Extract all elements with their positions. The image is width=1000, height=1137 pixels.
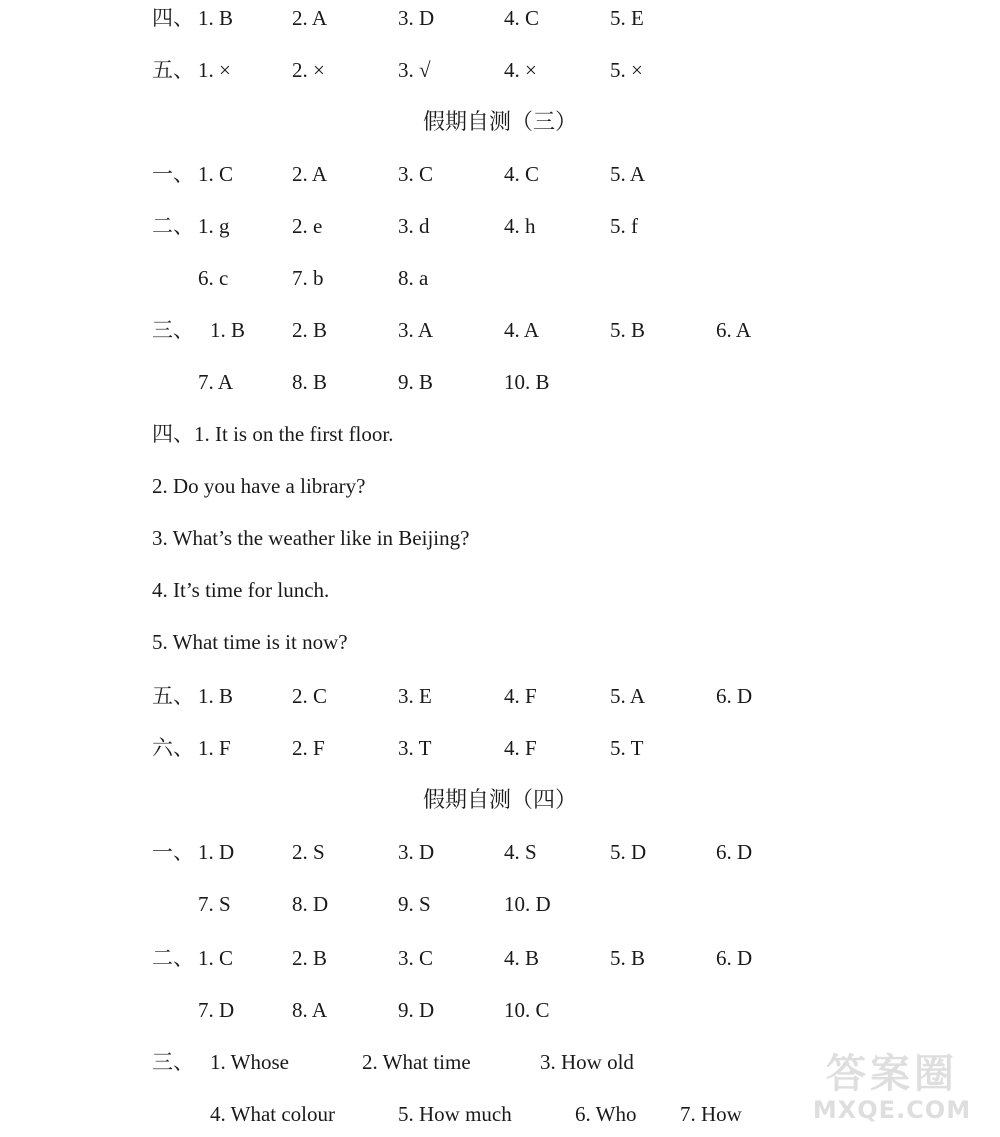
answer-row [0, 466, 1000, 506]
watermark-brand: 答案圈 [826, 1051, 958, 1097]
answer-row [0, 102, 1000, 142]
answer-sentence: 四、1. It is on the first floor. [152, 422, 394, 446]
answer-item: 2. S [292, 840, 325, 864]
answer-item: 5. D [610, 840, 647, 864]
answer-item: 4. S [504, 840, 537, 864]
answer-row [0, 780, 1000, 820]
answer-item: 5. E [610, 6, 644, 30]
answer-item: 2. A [292, 6, 328, 30]
answer-item: 2. A [292, 162, 328, 186]
answer-row [0, 154, 1000, 194]
answer-row [0, 938, 1000, 978]
answer-item: 4. What colour [210, 1102, 335, 1126]
answer-item: 8. B [292, 370, 328, 394]
answer-item: 1. g [198, 214, 230, 238]
answer-item: 5. × [610, 58, 643, 82]
answer-item: 1. B [210, 318, 246, 342]
answer-item: 6. D [716, 840, 753, 864]
answer-item: 1. × [198, 58, 231, 82]
section-label: 二、 [152, 214, 194, 238]
answer-item: 5. A [610, 162, 646, 186]
answer-item: 2. C [292, 684, 328, 708]
answer-item: 2. B [292, 318, 328, 342]
answer-item: 7. How [680, 1102, 742, 1126]
answer-item: 2. F [292, 736, 325, 760]
answer-item: 3. C [398, 162, 434, 186]
section-heading: 假期自测（三） [422, 109, 577, 134]
answer-item: 4. h [504, 214, 536, 238]
answer-row [0, 570, 1000, 610]
answer-item: 2. e [292, 214, 323, 238]
answer-item: 1. B [198, 684, 234, 708]
answer-item: 4. C [504, 6, 540, 30]
answer-item: 6. Who [575, 1102, 637, 1126]
answer-row [0, 728, 1000, 768]
answer-item: 10. D [504, 892, 551, 916]
section-label: 五、 [152, 58, 194, 82]
answer-row [0, 518, 1000, 558]
answer-item: 2. B [292, 946, 328, 970]
answer-item: 6. c [198, 266, 229, 290]
answer-item: 10. C [504, 998, 550, 1022]
answer-item: 2. × [292, 58, 325, 82]
section-label: 一、 [152, 162, 194, 186]
answer-row [0, 0, 1000, 38]
answer-item: 4. A [504, 318, 540, 342]
answer-item: 3. A [398, 318, 434, 342]
answer-item: 1. C [198, 946, 234, 970]
answer-item: 4. F [504, 736, 537, 760]
answer-item: 7. D [198, 998, 235, 1022]
answer-item: 5. B [610, 318, 646, 342]
answer-item: 7. S [198, 892, 231, 916]
watermark-url: MXQE.COM [812, 1096, 972, 1124]
answer-item: 3. √ [398, 58, 431, 82]
answer-sentence: 3. What’s the weather like in Beijing? [152, 526, 470, 550]
answer-item: 6. D [716, 946, 753, 970]
answer-item: 6. A [716, 318, 752, 342]
answer-item: 6. D [716, 684, 753, 708]
answer-sentence: 5. What time is it now? [152, 630, 348, 654]
answer-row [0, 310, 1000, 350]
section-label: 四、 [152, 6, 194, 30]
answer-item: 5. B [610, 946, 646, 970]
answer-item: 1. D [198, 840, 235, 864]
answer-item: 9. S [398, 892, 431, 916]
section-label: 六、 [152, 736, 194, 760]
answer-item: 3. D [398, 6, 435, 30]
section-label: 五、 [152, 684, 194, 708]
answer-item: 9. D [398, 998, 435, 1022]
answer-item: 4. × [504, 58, 537, 82]
answer-item: 3. D [398, 840, 435, 864]
answer-item: 1. B [198, 6, 234, 30]
answer-row [0, 50, 1000, 90]
answer-item: 4. C [504, 162, 540, 186]
section-label: 二、 [152, 946, 194, 970]
answer-item: 4. B [504, 946, 540, 970]
answer-item: 5. f [610, 214, 638, 238]
answer-item: 3. C [398, 946, 434, 970]
answer-item: 1. F [198, 736, 231, 760]
answer-row [0, 258, 1000, 298]
answer-item: 5. How much [398, 1102, 512, 1126]
answer-item: 9. B [398, 370, 434, 394]
answer-item: 10. B [504, 370, 550, 394]
answer-item: 5. A [610, 684, 646, 708]
answer-row [0, 362, 1000, 402]
answer-row [0, 206, 1000, 246]
answer-item: 3. d [398, 214, 430, 238]
section-label: 三、 [152, 318, 194, 342]
answer-item: 1. Whose [210, 1050, 289, 1074]
answer-item: 8. D [292, 892, 329, 916]
answer-item: 8. A [292, 998, 328, 1022]
answer-row [0, 622, 1000, 662]
answer-row [0, 414, 1000, 454]
answer-item: 3. T [398, 736, 432, 760]
answer-item: 3. E [398, 684, 432, 708]
answer-row [0, 832, 1000, 872]
answer-item: 5. T [610, 736, 644, 760]
section-heading: 假期自测（四） [422, 787, 577, 812]
answer-item: 8. a [398, 266, 429, 290]
answer-sentence: 2. Do you have a library? [152, 474, 366, 498]
answer-row [0, 990, 1000, 1030]
section-label: 一、 [152, 840, 194, 864]
answer-item: 7. b [292, 266, 324, 290]
answer-row [0, 676, 1000, 716]
answer-item: 7. A [198, 370, 234, 394]
section-label: 三、 [152, 1050, 194, 1074]
answer-row [0, 884, 1000, 924]
answer-item: 3. How old [540, 1050, 634, 1074]
answer-item: 1. C [198, 162, 234, 186]
answer-item: 4. F [504, 684, 537, 708]
answer-item: 2. What time [362, 1050, 471, 1074]
watermark-logo [802, 1051, 982, 1131]
answer-sentence: 4. It’s time for lunch. [152, 578, 330, 602]
